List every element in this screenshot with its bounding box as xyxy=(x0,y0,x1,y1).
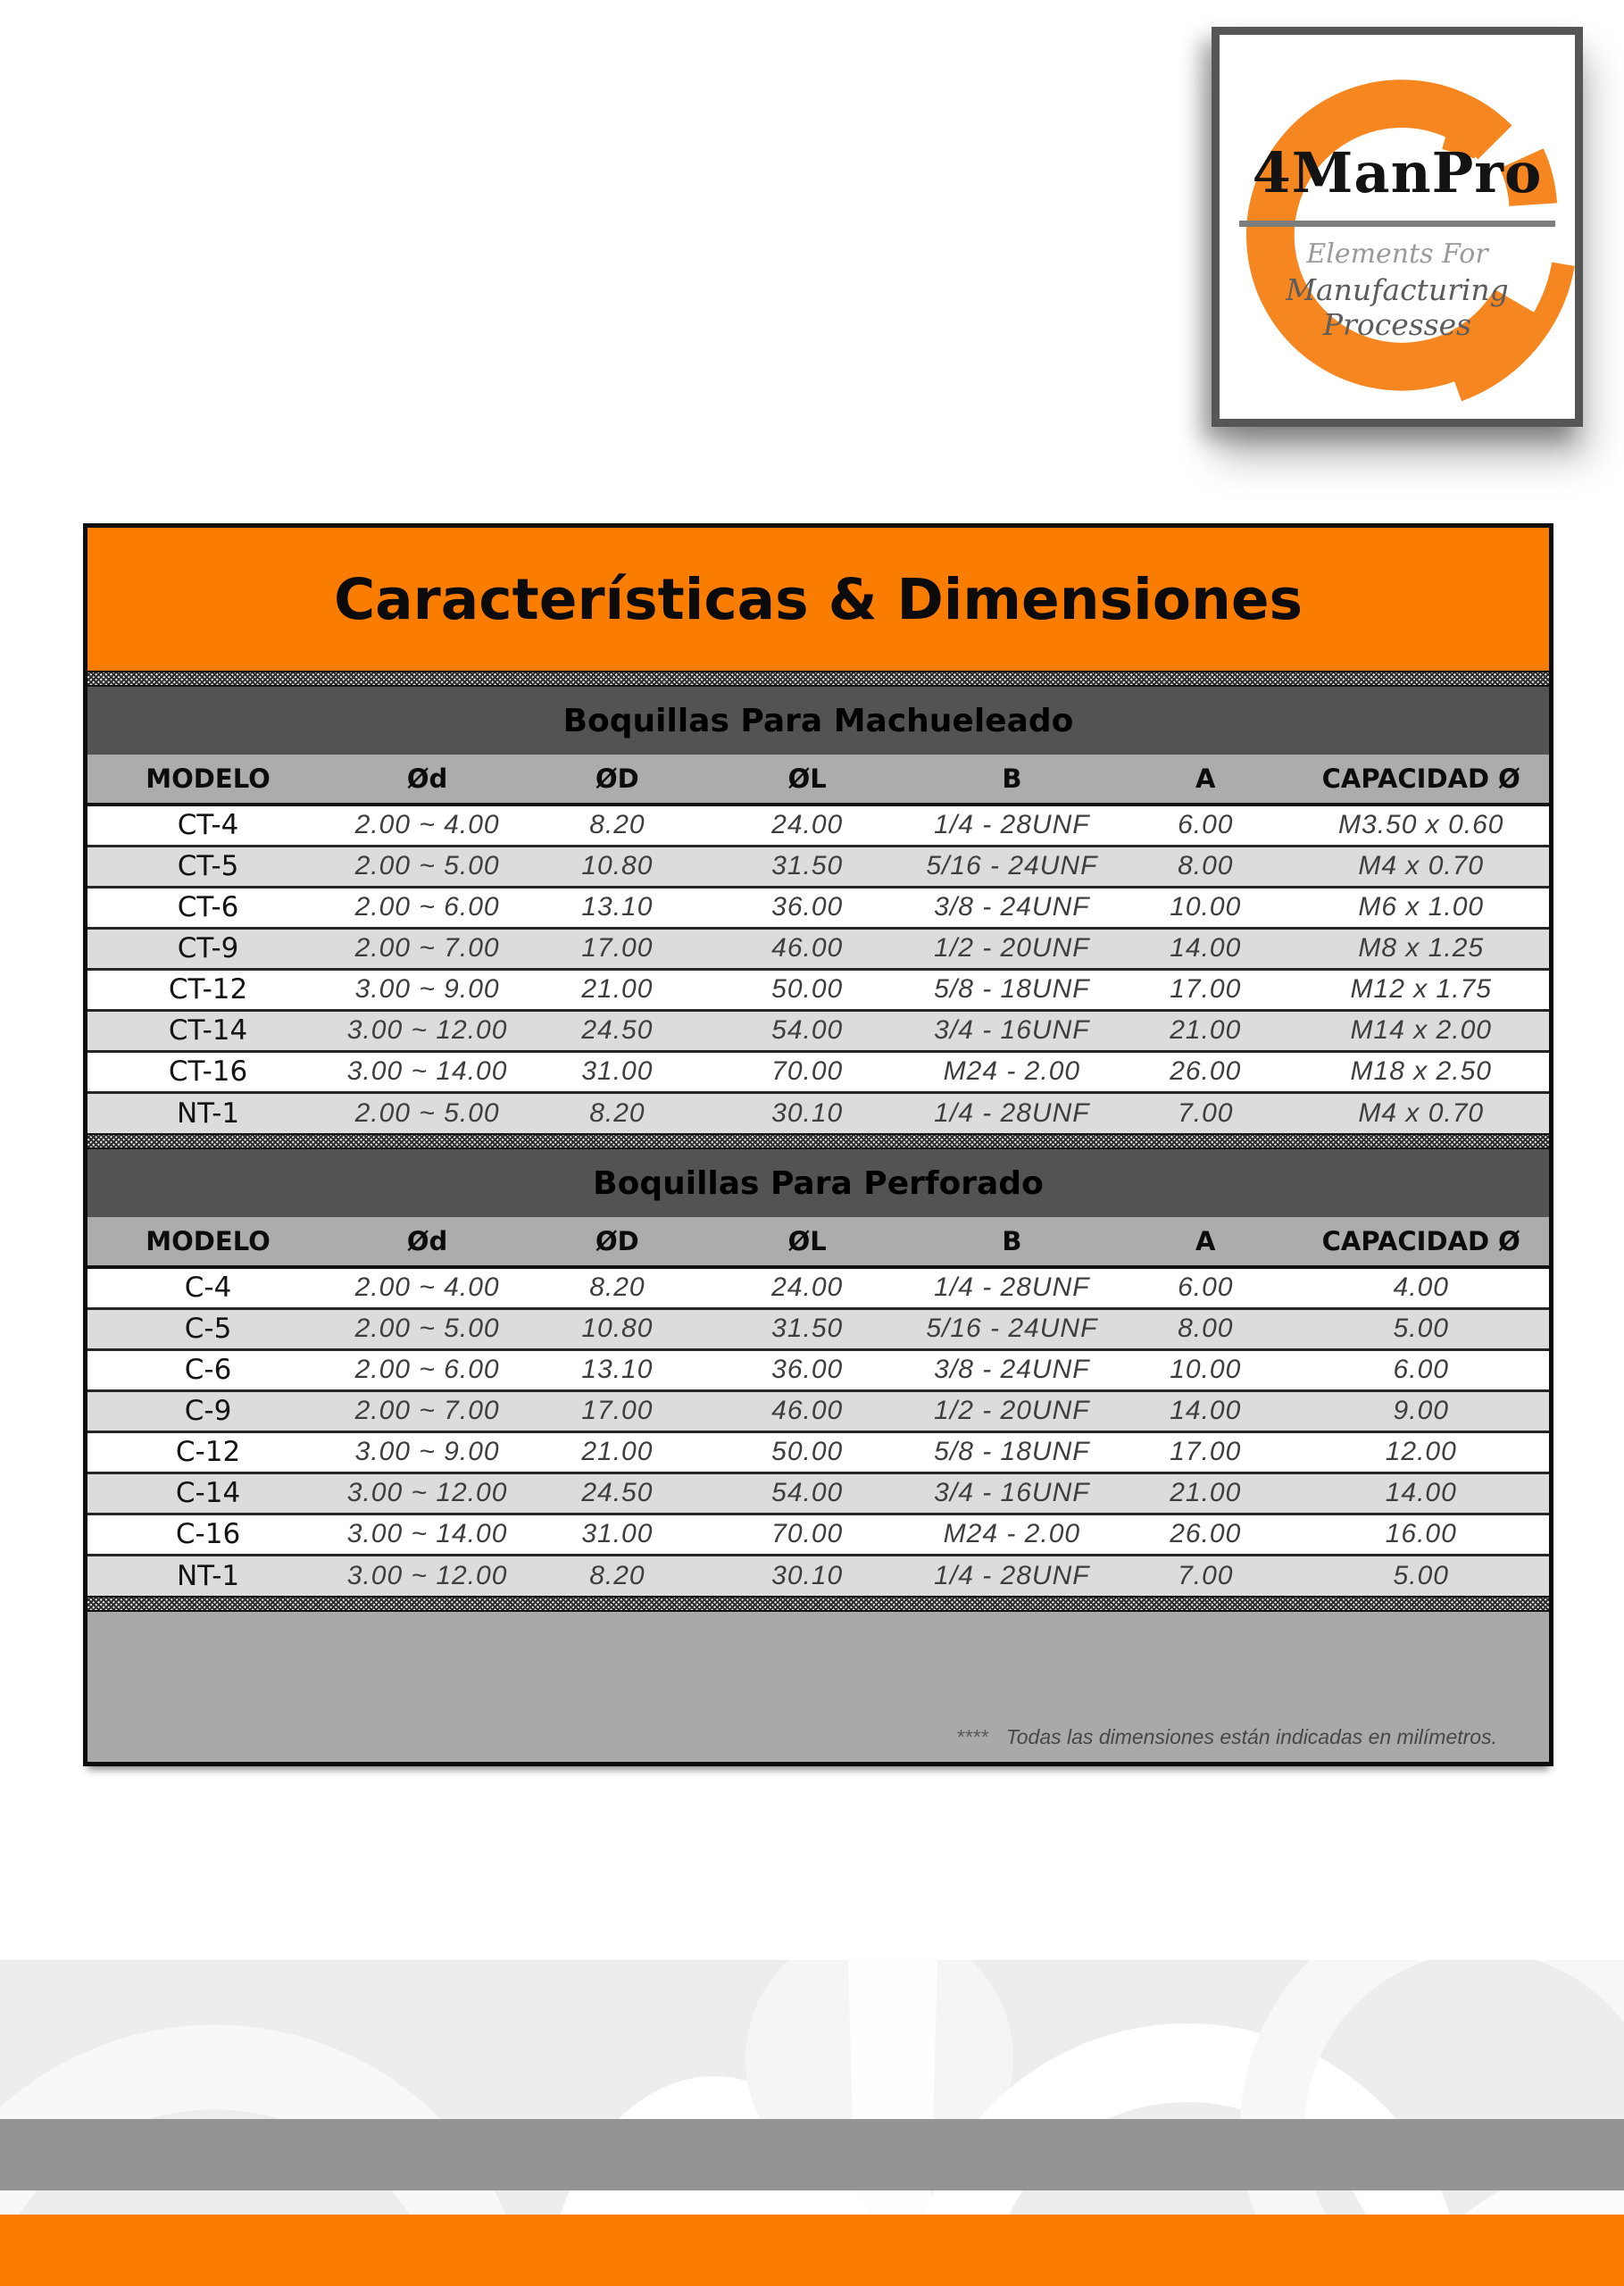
value-cell: 31.00 xyxy=(526,1514,709,1555)
value-cell: 21.00 xyxy=(526,1431,709,1473)
model-cell: CT-5 xyxy=(87,846,329,887)
value-cell: 16.00 xyxy=(1293,1514,1549,1555)
column-header: MODELO xyxy=(87,1217,329,1267)
value-cell: 24.00 xyxy=(771,1272,844,1303)
table-row xyxy=(87,1349,1549,1390)
value-cell: 50.00 xyxy=(709,969,906,1010)
column-header: ØL xyxy=(709,1217,906,1267)
value-cell: 13.10 xyxy=(526,887,709,928)
value-cell: M24 - 2.00 xyxy=(906,1514,1118,1555)
value-cell: 17.00 xyxy=(1118,969,1293,1010)
model-cell: NT-1 xyxy=(87,1092,329,1133)
brand-tagline-line1: Elements For xyxy=(1306,238,1488,270)
model-cell: C-16 xyxy=(87,1514,329,1555)
value-cell: 3.00 ~ 12.00 xyxy=(329,1010,526,1051)
value-cell: 30.10 xyxy=(709,1555,906,1596)
model-cell: NT-1 xyxy=(87,1555,329,1596)
table-row xyxy=(87,1473,1549,1514)
value-cell: 21.00 xyxy=(1118,1010,1293,1051)
table-row xyxy=(87,928,1549,969)
value-cell: 17.00 xyxy=(526,1390,709,1431)
value-cell: 3/4 - 16UNF xyxy=(906,1010,1118,1051)
value-cell: 31.00 xyxy=(526,1051,709,1092)
value-cell: 3.00 ~ 9.00 xyxy=(329,969,526,1010)
value-cell: 7.00 xyxy=(1118,1555,1293,1596)
value-cell: 17.00 xyxy=(1118,1431,1293,1473)
value-cell: 2.00 ~ 6.00 xyxy=(329,1349,526,1390)
value-cell: 1/2 - 20UNF xyxy=(906,928,1118,969)
table-row xyxy=(87,1267,1549,1308)
value-cell: 2.00 ~ 5.00 xyxy=(329,1308,526,1349)
value-cell: 12.00 xyxy=(1293,1431,1549,1473)
value-cell: M4 x 0.70 xyxy=(1293,846,1549,887)
column-header: MODELO xyxy=(87,755,329,805)
value-cell: 70.00 xyxy=(709,1051,906,1092)
model-cell: CT-4 xyxy=(177,809,239,842)
value-cell: 36.00 xyxy=(709,887,906,928)
value-cell: 3.00 ~ 14.00 xyxy=(329,1051,526,1092)
divider-hatch xyxy=(87,671,1549,687)
value-cell: 5.00 xyxy=(1293,1555,1549,1596)
value-cell: 3.00 ~ 12.00 xyxy=(329,1473,526,1514)
value-cell: 10.80 xyxy=(526,1308,709,1349)
value-cell: 1/4 - 28UNF xyxy=(934,1272,1090,1303)
footnote-stars: **** xyxy=(956,1725,988,1748)
value-cell: 5/16 - 24UNF xyxy=(906,1308,1118,1349)
column-header: A xyxy=(1118,1217,1293,1267)
value-cell: 2.00 ~ 7.00 xyxy=(329,928,526,969)
value-cell: 21.00 xyxy=(1118,1473,1293,1514)
value-cell: 17.00 xyxy=(526,928,709,969)
value-cell: 8.20 xyxy=(526,1092,709,1133)
value-cell: 10.00 xyxy=(1118,887,1293,928)
brand-name: 4ManPro xyxy=(1252,140,1543,205)
value-cell: M12 x 1.75 xyxy=(1293,969,1549,1010)
value-cell: 3/8 - 24UNF xyxy=(906,1349,1118,1390)
value-cell: M8 x 1.25 xyxy=(1293,928,1549,969)
model-cell: C-6 xyxy=(87,1349,329,1390)
table-row xyxy=(87,1051,1549,1092)
sheet-title-band xyxy=(87,528,1549,671)
column-header: CAPACIDAD Ø xyxy=(1293,1217,1549,1267)
value-cell: 3.00 ~ 14.00 xyxy=(329,1514,526,1555)
section-heading: Boquillas Para Perforado xyxy=(593,1164,1044,1202)
value-cell: 21.00 xyxy=(526,969,709,1010)
value-cell: 26.00 xyxy=(1118,1051,1293,1092)
value-cell: 6.00 xyxy=(1178,1272,1234,1303)
table-row xyxy=(87,1431,1549,1473)
value-cell: 36.00 xyxy=(709,1349,906,1390)
model-cell: C-9 xyxy=(87,1390,329,1431)
value-cell: 8.00 xyxy=(1118,846,1293,887)
section-band-perforado xyxy=(87,1149,1549,1217)
value-cell: 2.00 ~ 6.00 xyxy=(329,887,526,928)
value-cell: 10.00 xyxy=(1118,1349,1293,1390)
value-cell: 3.00 ~ 12.00 xyxy=(329,1555,526,1596)
value-cell: 31.50 xyxy=(709,846,906,887)
value-cell: 46.00 xyxy=(709,928,906,969)
value-cell: 24.50 xyxy=(526,1473,709,1514)
spec-sheet xyxy=(83,523,1553,1766)
value-cell: 1/4 - 28UNF xyxy=(906,1092,1118,1133)
value-cell: 14.00 xyxy=(1118,1390,1293,1431)
value-cell: 5/8 - 18UNF xyxy=(906,1431,1118,1473)
bottom-gray-band xyxy=(0,2119,1624,2190)
divider-hatch xyxy=(87,1596,1549,1612)
value-cell: 54.00 xyxy=(709,1473,906,1514)
value-cell: 46.00 xyxy=(709,1390,906,1431)
column-header: Ød xyxy=(329,1217,526,1267)
model-cell: CT-6 xyxy=(87,887,329,928)
value-cell: M4 x 0.70 xyxy=(1293,1092,1549,1133)
section-heading: Boquillas Para Machueleado xyxy=(562,702,1074,739)
spec-table-perforado xyxy=(87,1217,1549,1596)
model-cell: CT-14 xyxy=(87,1010,329,1051)
column-header: ØD xyxy=(526,1217,709,1267)
value-cell: 54.00 xyxy=(709,1010,906,1051)
model-cell: C-12 xyxy=(87,1431,329,1473)
value-cell: 1/4 - 28UNF xyxy=(906,1555,1118,1596)
value-cell: 14.00 xyxy=(1118,928,1293,969)
value-cell: 2.00 ~ 4.00 xyxy=(354,810,500,840)
value-cell: 6.00 xyxy=(1293,1349,1549,1390)
table-header-row xyxy=(87,1217,1549,1267)
table-row xyxy=(87,1555,1549,1596)
table-row xyxy=(87,969,1549,1010)
value-cell: 5/8 - 18UNF xyxy=(906,969,1118,1010)
model-cell: CT-9 xyxy=(87,928,329,969)
column-header: Ød xyxy=(329,755,526,805)
column-header: CAPACIDAD Ø xyxy=(1293,755,1549,805)
value-cell: 5.00 xyxy=(1293,1308,1549,1349)
bottom-orange-band xyxy=(0,2215,1624,2286)
column-header: ØL xyxy=(709,755,906,805)
brand-logo-card xyxy=(1212,27,1583,427)
value-cell: 13.10 xyxy=(526,1349,709,1390)
table-row xyxy=(87,846,1549,887)
value-cell: M18 x 2.50 xyxy=(1293,1051,1549,1092)
value-cell: 2.00 ~ 4.00 xyxy=(354,1272,500,1303)
table-row xyxy=(87,1092,1549,1133)
value-cell: 3/4 - 16UNF xyxy=(906,1473,1118,1514)
brand-logo-text xyxy=(1220,35,1575,419)
table-row xyxy=(87,805,1549,846)
value-cell: M6 x 1.00 xyxy=(1293,887,1549,928)
value-cell: 10.80 xyxy=(526,846,709,887)
model-cell: CT-16 xyxy=(87,1051,329,1092)
column-header: B xyxy=(906,755,1118,805)
value-cell: 2.00 ~ 5.00 xyxy=(329,846,526,887)
value-cell: 3/8 - 24UNF xyxy=(906,887,1118,928)
value-cell: 24.50 xyxy=(526,1010,709,1051)
value-cell: M14 x 2.00 xyxy=(1293,1010,1549,1051)
value-cell: 8.20 xyxy=(589,810,645,840)
table-row xyxy=(87,887,1549,928)
value-cell: 6.00 xyxy=(1178,810,1234,840)
value-cell: 1/4 - 28UNF xyxy=(934,810,1090,840)
sheet-title: Características & Dimensiones xyxy=(333,566,1303,632)
value-cell: 4.00 xyxy=(1393,1272,1449,1303)
value-cell: 5/16 - 24UNF xyxy=(906,846,1118,887)
brand-tagline-line2: Manufacturing Processes xyxy=(1286,272,1509,342)
value-cell: 70.00 xyxy=(709,1514,906,1555)
value-cell: M3.50 x 0.60 xyxy=(1338,810,1504,840)
value-cell: 24.00 xyxy=(771,810,844,840)
value-cell: M24 - 2.00 xyxy=(906,1051,1118,1092)
column-header: A xyxy=(1118,755,1293,805)
table-header-row xyxy=(87,755,1549,805)
divider-hatch xyxy=(87,1133,1549,1149)
value-cell: 8.20 xyxy=(526,1555,709,1596)
spec-table-machueleado xyxy=(87,755,1549,1133)
value-cell: 3.00 ~ 9.00 xyxy=(329,1431,526,1473)
footnote-text: Todas las dimensiones están indicadas en milímetros. xyxy=(1005,1725,1497,1748)
dimensions-footnote xyxy=(956,1725,1497,1749)
section-band-machueleado xyxy=(87,687,1549,755)
table-row xyxy=(87,1010,1549,1051)
table-row xyxy=(87,1308,1549,1349)
value-cell: 30.10 xyxy=(709,1092,906,1133)
value-cell: 14.00 xyxy=(1293,1473,1549,1514)
column-header: B xyxy=(906,1217,1118,1267)
value-cell: 8.20 xyxy=(589,1272,645,1303)
value-cell: 9.00 xyxy=(1293,1390,1549,1431)
value-cell: 1/2 - 20UNF xyxy=(906,1390,1118,1431)
value-cell: 7.00 xyxy=(1118,1092,1293,1133)
value-cell: 2.00 ~ 5.00 xyxy=(329,1092,526,1133)
value-cell: 31.50 xyxy=(709,1308,906,1349)
model-cell: C-5 xyxy=(87,1308,329,1349)
table-row xyxy=(87,1390,1549,1431)
column-header: ØD xyxy=(526,755,709,805)
value-cell: 8.00 xyxy=(1118,1308,1293,1349)
value-cell: 2.00 ~ 7.00 xyxy=(329,1390,526,1431)
model-cell: CT-12 xyxy=(87,969,329,1010)
model-cell: C-4 xyxy=(184,1272,232,1305)
brand-rule xyxy=(1239,221,1555,227)
value-cell: 50.00 xyxy=(709,1431,906,1473)
sheet-footer xyxy=(87,1612,1549,1762)
value-cell: 26.00 xyxy=(1118,1514,1293,1555)
table-row xyxy=(87,1514,1549,1555)
model-cell: C-14 xyxy=(87,1473,329,1514)
